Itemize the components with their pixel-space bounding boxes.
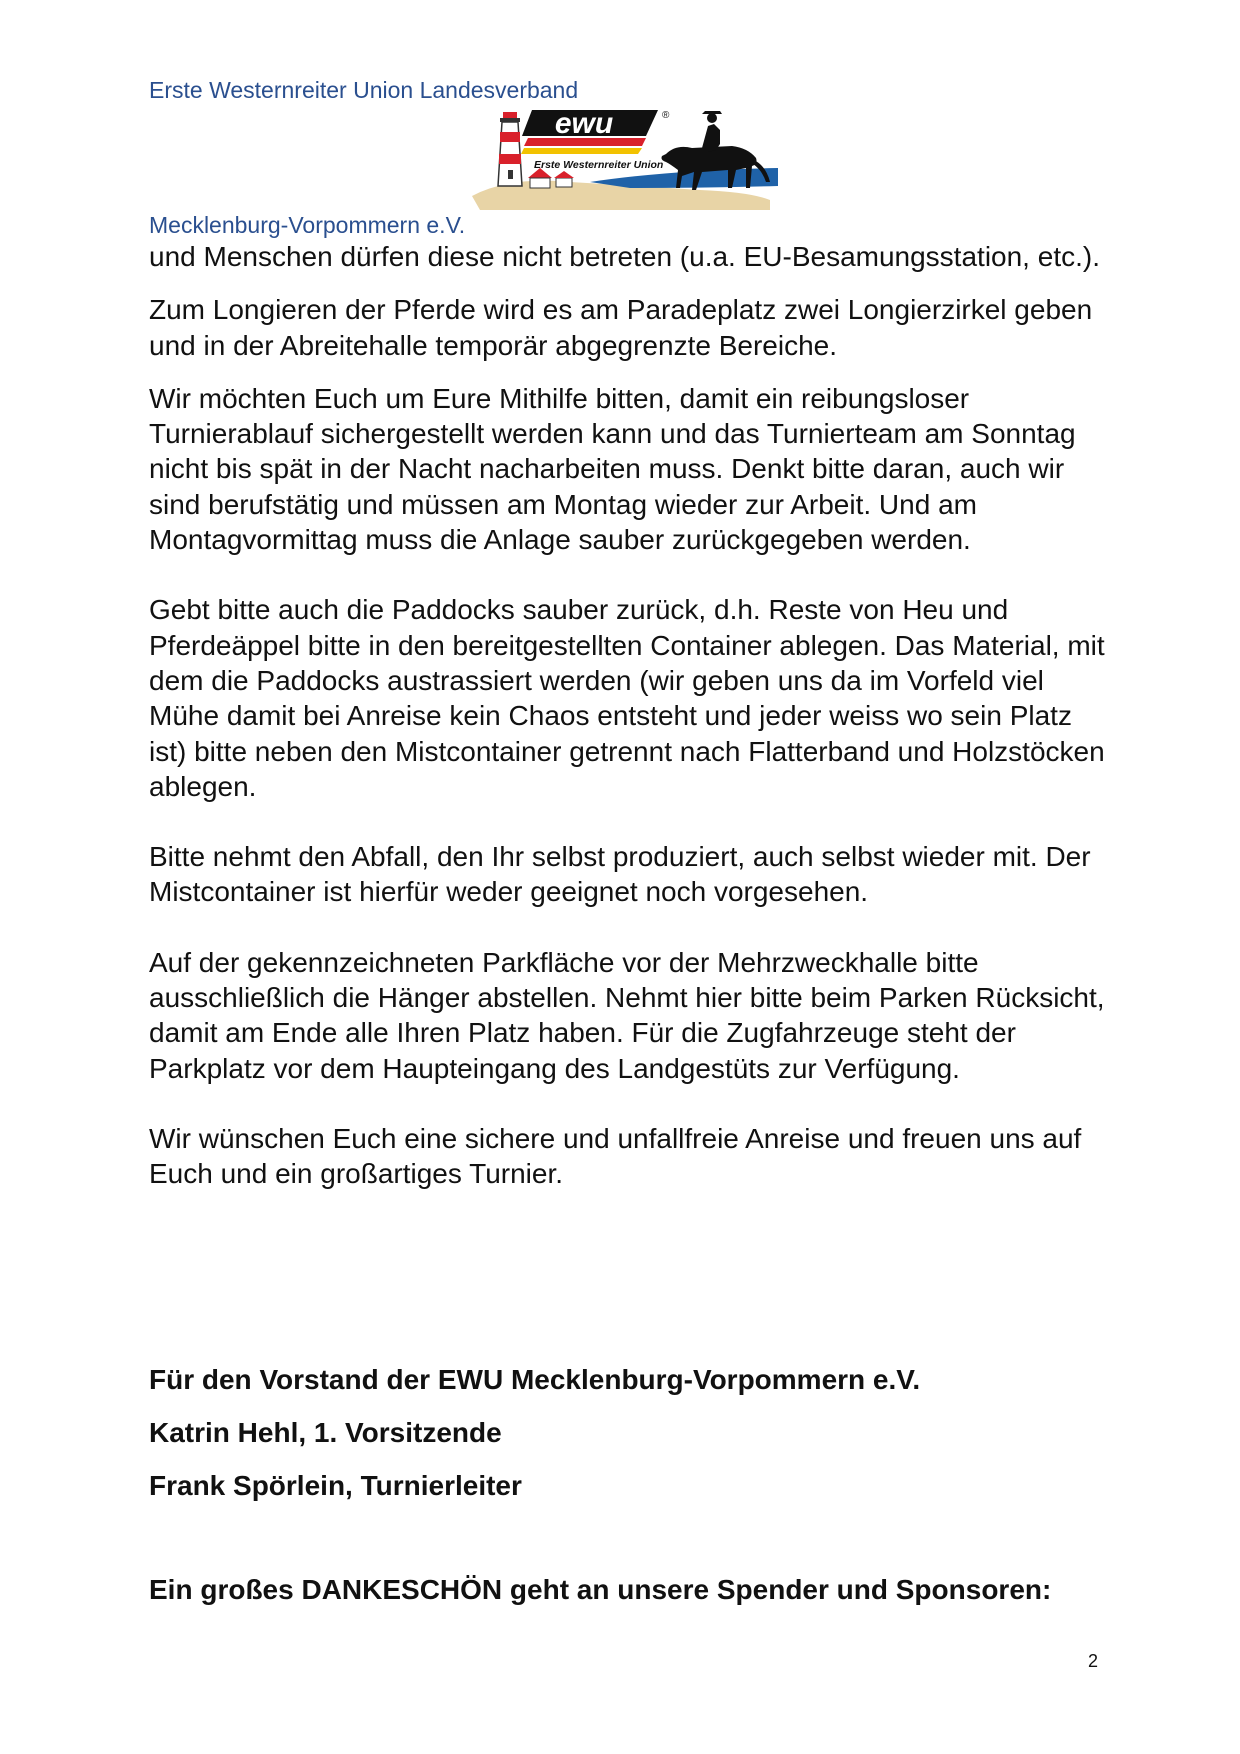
ewu-wordmark bbox=[521, 107, 670, 171]
paragraph: Auf der gekennzeichneten Parkfläche vor der Mehrzweckhalle bitte ausschließlich die Hänger abstellen. Nehmt hier bitte beim Parken Rücksicht, damit am Ende alle Ihren Platz haben. Für die Zugfahrzeuge steht der Parkplatz vor dem Haupteingang des Landgestüts zur Verfügung. bbox=[149, 946, 1105, 1084]
org-name-line1: Erste Westernreiter Union Landesverband bbox=[149, 77, 579, 103]
lighthouse-icon bbox=[498, 112, 522, 186]
paragraph: Bitte nehmt den Abfall, den Ihr selbst produziert, auch selbst wieder mit. Der Mistcontainer ist hierfür weder geeignet noch vorgesehen. bbox=[149, 841, 1091, 908]
registered-mark: ® bbox=[662, 110, 670, 121]
signature-board: Für den Vorstand der EWU Mecklenburg-Vorpommern e.V. bbox=[149, 1364, 921, 1395]
ewu-logo bbox=[470, 104, 780, 212]
org-name-line2: Mecklenburg-Vorpommern e.V. bbox=[149, 212, 466, 238]
paragraph: Zum Longieren der Pferde wird es am Paradeplatz zwei Longierzirkel geben und in der Abreitehalle temporär abgegrenzte Bereiche. bbox=[149, 294, 1093, 361]
signature-tournament-lead: Frank Spörlein, Turnierleiter bbox=[149, 1470, 522, 1501]
paragraph: Wir wünschen Euch eine sichere und unfallfreie Anreise und freuen uns auf Euch und ein großartiges Turnier. bbox=[149, 1122, 1082, 1190]
signature-chair: Katrin Hehl, 1. Vorsitzende bbox=[149, 1417, 502, 1448]
thanks-heading: Ein großes DANKESCHÖN geht an unsere Spender und Sponsoren: bbox=[149, 1574, 1052, 1605]
page-number: 2 bbox=[1088, 1651, 1099, 1671]
letter-body bbox=[149, 239, 1109, 1192]
paragraph: und Menschen dürfen diese nicht betreten (u.a. EU-Besamungsstation, etc.). bbox=[149, 241, 1100, 272]
logo-wordmark-text: ewu bbox=[554, 107, 614, 140]
paragraph: Wir möchten Euch um Eure Mithilfe bitten, damit ein reibungsloser Turnierablauf sichergestellt werden kann und das Turnierteam am Sonntag nicht bis spät in der Nacht nacharbeiten muss. Denkt bitte daran, auch wir sind berufstätig und müssen am Montag wieder zur Arbeit. Und am Montagvormittag muss die Anlage sauber zurückgegeben werden. bbox=[149, 382, 1076, 556]
paragraph: Gebt bitte auch die Paddocks sauber zurück, d.h. Reste von Heu und Pferdeäppel bitte in den bereitgestellten Container ablegen. Das Material, mit dem die Paddocks austrassiert werden (wir geben uns da im Vorfeld viel Mühe damit bei Anreise kein Chaos entsteht und jeder weiss wo sein Platz ist) bitte neben den Mistcontainer getrennt nach Flatterband und Holzstöcken ablegen. bbox=[149, 594, 1105, 802]
logo-subtitle: Erste Westernreiter Union bbox=[534, 159, 664, 171]
